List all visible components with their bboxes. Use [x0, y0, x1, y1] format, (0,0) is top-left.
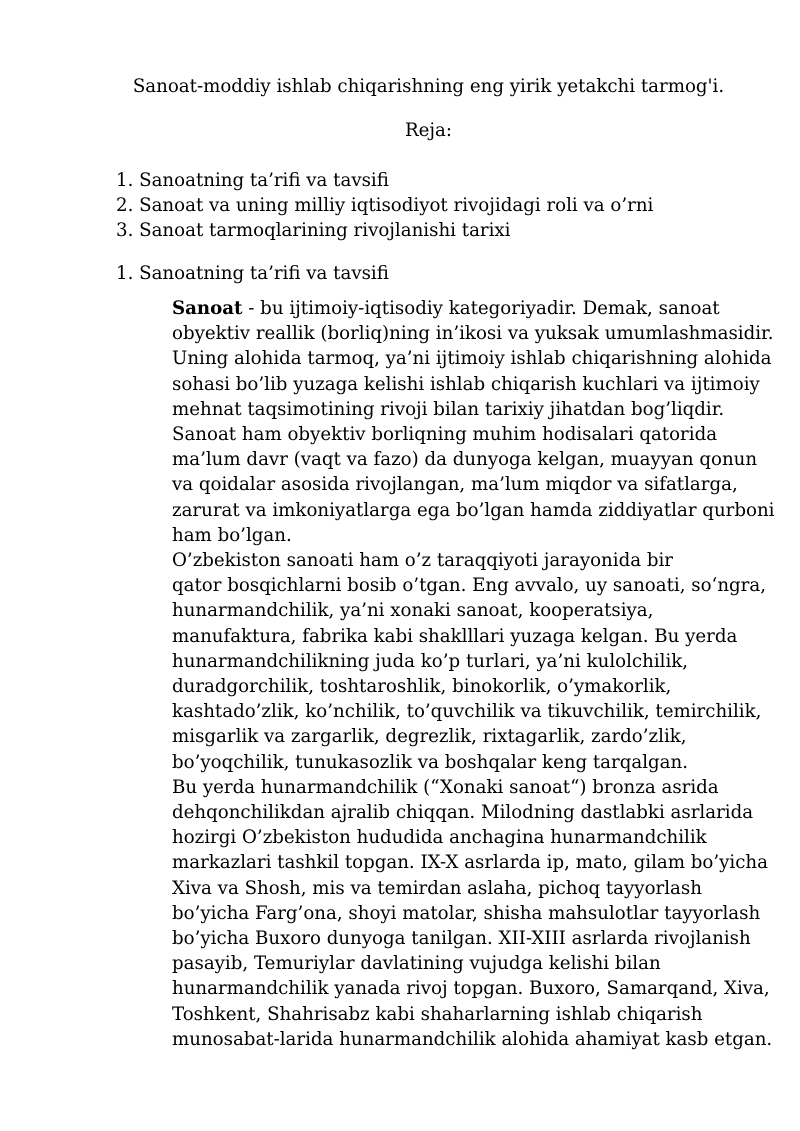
paragraph-line: O’zbekiston sanoati ham o’z taraqqiyoti jarayonida bir — [172, 550, 673, 572]
paragraph-line: obyektiv reallik (borliq)ning in’ikosi va yuksak umumlashmasidir. — [172, 323, 774, 345]
paragraph-line: munosabat-larida hunarmandchilik alohida ahamiyat kasb etgan. — [172, 1028, 773, 1050]
term-sanoat: Sanoat — [172, 298, 243, 319]
body-text — [116, 296, 775, 1052]
paragraph-line: hozirgi O’zbekiston hududida anchagina hunarmandchilik — [172, 827, 707, 849]
paragraph-line: mehnat taqsimotining rivoji bilan tarixiy jihatdan bog’liqdir. — [172, 398, 725, 420]
section-heading: 1. Sanoatning ta’rifi va tavsifi — [116, 263, 389, 284]
paragraph-line: bo’yicha Farg’ona, shoyi matolar, shisha mahsulotlar tayyorlash — [172, 902, 761, 924]
paragraph-line: Sanoat ham obyektiv borliqning muhim hodisalari qatorida — [172, 424, 718, 446]
document-title: Sanoat-moddiy ishlab chiqarishning eng yirik yetakchi tarmog'i. — [132, 76, 725, 97]
paragraph-line: Toshkent, Shahrisabz kabi shaharlarning ishlab chiqarish — [172, 1003, 703, 1025]
paragraph-line-text: - bu ijtimoiy-iqtisodiy kategoriyadir. Demak, sanoat — [242, 298, 720, 319]
paragraph-line: misgarlik va zargarlik, degrezlik, rixtagarlik, zardo’zlik, — [172, 726, 687, 748]
paragraph-line: Xiva va Shosh, mis va temirdan aslaha, pichoq tayyorlash — [172, 877, 702, 899]
paragraph-line: bo’yicha Buxoro dunyoga tanilgan. XII-XIII asrlarda rivojlanish — [172, 928, 751, 950]
paragraph-line: hunarmandchilik, ya’ni xonaki sanoat, kooperatsiya, — [172, 600, 654, 622]
paragraph-line: hunarmandchilik yanada rivoj topgan. Buxoro, Samarqand, Xiva, — [172, 978, 770, 1000]
paragraph-3 — [116, 775, 773, 1052]
plan-item: 2. Sanoat va uning milliy iqtisodiyot rivojidagi roli va o’rni — [116, 195, 654, 216]
paragraph-line: ma’lum davr (vaqt va fazo) da dunyoga kelgan, muayyan qonun — [172, 449, 758, 471]
paragraph-line: manufaktura, fabrika kabi shaklllari yuzaga kelgan. Bu yerda — [172, 625, 738, 647]
plan-item: 1. Sanoatning ta’rifi va tavsifi — [116, 170, 389, 191]
paragraph-2 — [116, 548, 766, 775]
plan-list — [116, 168, 653, 243]
paragraph-line: markazlari tashkil topgan. IX-X asrlarda ip, mato, gilam bo’yicha — [172, 852, 768, 874]
plan-heading: Reja: — [404, 120, 453, 141]
paragraph-line: zarurat va imkoniyatlarga ega bo’lgan hamda ziddiyatlar qurboni — [172, 499, 775, 521]
paragraph-line: Bu yerda hunarmandchilik (“Xonaki sanoat“) bronza asrida — [172, 776, 719, 798]
paragraph-line: Uning alohida tarmoq, ya’ni ijtimoiy ishlab chiqarishning alohida — [172, 348, 772, 370]
paragraph-line: ham bo’lgan. — [172, 524, 292, 546]
paragraph-line: sohasi bo’lib yuzaga kelishi ishlab chiqarish kuchlari va ijtimoiy — [172, 373, 760, 395]
paragraph-line: dehqonchilikdan ajralib chiqqan. Milodning dastlabki asrlarida — [172, 802, 754, 824]
paragraph-line: va qoidalar asosida rivojlangan, ma’lum miqdor va sifatlarga, — [172, 474, 738, 496]
paragraph-line: pasayib, Temuriylar davlatining vujudga kelishi bilan — [172, 953, 661, 975]
paragraph-line: hunarmandchilikning juda ko’p turlari, ya’ni kulolchilik, — [172, 650, 689, 672]
paragraph-line: duradgorchilik, toshtaroshlik, binokorlik, o’ymakorlik, — [172, 676, 672, 698]
paragraph-1 — [116, 296, 775, 548]
paragraph-line: bo’yoqchilik, tunukasozlik va boshqalar keng tarqalgan. — [172, 751, 688, 773]
plan-item: 3. Sanoat tarmoqlarining rivojlanishi tarixi — [116, 220, 511, 241]
paragraph-line: kashtado’zlik, ko’nchilik, to’quvchilik va tikuvchilik, temirchilik, — [172, 701, 762, 723]
paragraph-line: qator bosqichlarni bosib o’tgan. Eng avvalo, uy sanoati, so‘ngra, — [172, 575, 766, 597]
paragraph-line — [116, 296, 746, 321]
